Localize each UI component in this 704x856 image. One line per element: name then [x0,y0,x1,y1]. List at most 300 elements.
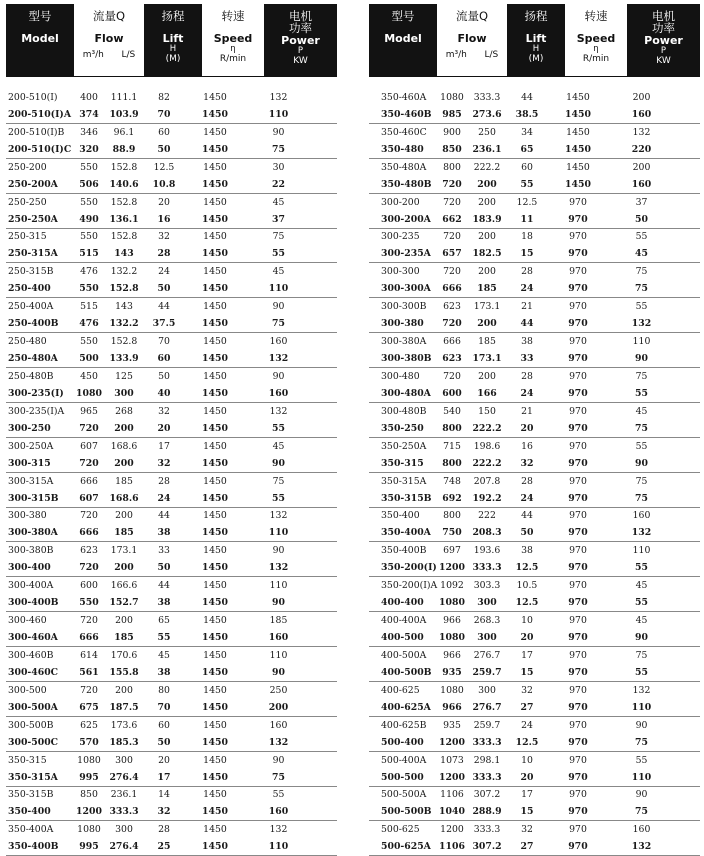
table-row [369,803,700,821]
table-header [369,4,700,77]
flow-m3h-cell: 720 [443,370,461,382]
flow-ls-cell: 333.3 [473,91,501,103]
lift-cell: 21 [521,405,533,417]
speed-cell: 970 [569,684,587,696]
flow-m3h-cell: 985 [442,108,462,120]
power-cell: 55 [635,301,648,313]
flow-m3h-cell: 1080 [76,387,102,399]
table-row [369,420,700,438]
lift-cell: 65 [158,615,170,627]
flow-ls-cell: 268 [115,405,133,417]
model-cell: 300-380 [381,318,424,330]
table-row [6,211,337,229]
flow-ls-cell: 200 [478,370,496,382]
speed-cell: 970 [569,231,587,243]
lift-cell: 60 [521,161,533,173]
model-cell: 300-315 [8,457,51,469]
lift-cell: 24 [520,387,534,399]
flow-m3h-cell: 1080 [440,91,464,103]
table-row [369,490,700,508]
lift-cell: 38 [157,527,171,539]
flow-ls-cell: 268.3 [473,615,501,627]
table-row [369,124,700,141]
lift-cell: 27 [520,701,534,713]
table-row [369,211,700,229]
model-cell: 300-380 [8,510,47,522]
model-cell: 300-200A [381,213,431,225]
lift-cell: 24 [157,492,171,504]
flow-ls-cell: 168.6 [110,440,138,452]
model-cell: 350-315A [8,771,58,783]
flow-m3h-cell: 614 [80,649,98,661]
flow-m3h-cell: 1200 [439,771,465,783]
power-cell: 160 [268,806,289,818]
power-cell: 160 [632,824,651,836]
speed-cell: 970 [568,527,588,539]
model-cell: 250-315 [8,231,47,243]
flow-ls-cell: 300 [478,684,496,696]
speed-cell: 1450 [202,492,228,504]
flow-m3h-cell: 1080 [77,824,101,836]
model-cell: 400-625 [381,684,420,696]
flow-m3h-cell: 800 [443,510,461,522]
lift-cell: 12.5 [516,196,538,208]
table-row [6,89,337,106]
table-row [369,594,700,612]
lift-cell: 34 [521,126,533,138]
table-row [6,821,337,838]
flow-m3h-cell: 966 [443,649,461,661]
flow-m3h-cell: 720 [80,510,98,522]
model-cell: 350-460A [381,91,427,103]
table-row [6,368,337,385]
flow-ls-cell: 222.2 [472,422,502,434]
lift-cell: 38 [521,336,533,348]
flow-ls-cell: 187.5 [109,701,139,713]
flow-ls-cell: 132.2 [109,318,139,330]
speed-cell: 1450 [202,108,228,120]
table-row [6,176,337,194]
table-row [6,717,337,734]
speed-cell: 1450 [565,143,591,155]
flow-ls-cell: 288.9 [472,806,502,818]
table-row [6,524,337,542]
flow-m3h-cell: 570 [79,736,99,748]
speed-cell: 970 [569,719,587,731]
flow-ls-cell: 125 [115,370,133,382]
flow-ls-cell: 155.8 [109,666,139,678]
lift-cell: 14 [158,789,170,801]
power-cell: 55 [272,248,285,260]
header-lift: 扬程 Lift H (M) [144,4,202,76]
table-row [369,542,700,559]
power-cell: 30 [272,161,285,173]
lift-cell: 17 [521,649,533,661]
lift-cell: 20 [520,422,534,434]
table-row [369,821,700,838]
lift-cell: 18 [521,231,533,243]
power-cell: 55 [635,666,648,678]
model-cell: 350-315 [8,754,47,766]
power-cell: 160 [631,108,652,120]
power-cell: 45 [272,440,285,452]
power-cell: 132 [269,91,288,103]
speed-cell: 970 [569,649,587,661]
model-cell: 500-400A [381,754,427,766]
header-speed: 转速 Speed η R/min [202,4,264,76]
flow-ls-cell: 333.3 [472,736,502,748]
model-cell: 250-200A [8,178,58,190]
power-cell: 75 [635,283,648,295]
speed-cell: 1450 [203,510,227,522]
power-cell: 75 [635,422,648,434]
power-cell: 55 [272,492,285,504]
power-cell: 75 [272,318,285,330]
power-cell: 90 [635,353,648,365]
flow-ls-cell: 259.7 [472,666,502,678]
speed-cell: 1450 [203,824,227,836]
flow-m3h-cell: 720 [79,457,99,469]
flow-m3h-cell: 850 [442,143,462,155]
power-cell: 22 [272,178,285,190]
power-cell: 132 [632,126,651,138]
lift-cell: 44 [158,510,170,522]
flow-m3h-cell: 561 [79,666,99,678]
table-row [369,717,700,734]
model-cell: 400-500A [381,649,427,661]
flow-ls-cell: 152.8 [110,336,138,348]
speed-cell: 1450 [203,475,227,487]
table-row [6,699,337,717]
lift-cell: 27 [520,841,534,853]
table-row [6,612,337,629]
power-cell: 90 [635,632,648,644]
lift-cell: 32 [157,457,171,469]
model-cell: 250-315A [8,248,58,260]
power-cell: 160 [632,510,651,522]
speed-cell: 1450 [203,196,227,208]
lift-cell: 50 [158,370,170,382]
speed-cell: 1450 [202,597,228,609]
model-cell: 350-460B [381,108,432,120]
model-cell: 350-480A [381,161,427,173]
flow-m3h-cell: 500 [79,353,99,365]
speed-cell: 1450 [202,457,228,469]
lift-cell: 21 [521,301,533,313]
speed-cell: 1450 [203,754,227,766]
table-row [369,385,700,403]
model-cell: 400-400A [381,615,427,627]
flow-m3h-cell: 720 [443,266,461,278]
lift-cell: 12.5 [515,736,539,748]
model-cell: 200-510(I)C [8,143,72,155]
table-row [6,559,337,577]
model-cell: 350-480B [381,178,432,190]
model-cell: 350-400A [8,824,54,836]
flow-m3h-cell: 550 [80,231,98,243]
flow-m3h-cell: 666 [442,283,462,295]
lift-cell: 50 [157,736,171,748]
flow-ls-cell: 143 [114,248,134,260]
speed-cell: 1450 [202,283,228,295]
table-row [369,89,700,106]
table-row [369,280,700,298]
flow-ls-cell: 236.1 [472,143,502,155]
power-cell: 55 [635,231,648,243]
speed-cell: 1450 [203,649,227,661]
speed-cell: 970 [568,597,588,609]
lift-cell: 70 [157,108,171,120]
power-cell: 55 [272,422,285,434]
speed-cell: 1450 [202,213,228,225]
power-cell: 90 [635,457,648,469]
model-cell: 200-510(I)B [8,126,65,138]
power-cell: 110 [632,336,651,348]
lift-cell: 24 [520,283,534,295]
model-cell: 350-200(I) [381,562,437,574]
model-cell: 350-400B [8,841,59,853]
model-cell: 300-480A [381,387,431,399]
speed-cell: 970 [568,701,588,713]
flow-m3h-cell: 1200 [76,806,102,818]
speed-cell: 1450 [565,178,591,190]
power-cell: 45 [635,615,648,627]
power-cell: 90 [272,126,285,138]
flow-m3h-cell: 1073 [440,754,464,766]
table-row [6,594,337,612]
speed-cell: 1450 [203,161,227,173]
flow-m3h-cell: 550 [80,336,98,348]
flow-ls-cell: 166 [477,387,497,399]
table-row [369,315,700,333]
lift-cell: 20 [520,632,534,644]
flow-ls-cell: 300 [115,754,133,766]
power-cell: 55 [635,562,648,574]
lift-cell: 17 [521,789,533,801]
speed-cell: 1450 [202,562,228,574]
header-power: 电机 功率 Power P KW [627,4,700,76]
power-cell: 75 [272,143,285,155]
table-row [6,403,337,420]
flow-m3h-cell: 720 [79,562,99,574]
lift-cell: 24 [520,492,534,504]
flow-ls-cell: 168.6 [109,492,139,504]
speed-cell: 1450 [202,736,228,748]
lift-cell: 55 [157,632,171,644]
model-cell: 300-400A [8,580,54,592]
lift-cell: 10 [521,754,533,766]
table-row [369,508,700,525]
flow-ls-cell: 185 [477,283,497,295]
table-row [369,769,700,787]
power-cell: 90 [272,545,285,557]
flow-m3h-cell: 540 [443,405,461,417]
model-cell: 300-500C [8,736,59,748]
flow-ls-cell: 198.6 [473,440,501,452]
power-cell: 90 [272,370,285,382]
power-cell: 90 [272,597,285,609]
model-cell: 300-235A [381,248,431,260]
flow-m3h-cell: 666 [443,336,461,348]
table-row [6,245,337,263]
model-cell: 250-400A [8,301,54,313]
power-cell: 160 [268,632,289,644]
model-cell: 500-400 [381,736,424,748]
flow-m3h-cell: 506 [79,178,99,190]
model-cell: 200-510(I) [8,91,58,103]
power-cell: 45 [635,248,648,260]
flow-m3h-cell: 550 [80,196,98,208]
power-cell: 200 [268,701,289,713]
flow-ls-cell: 300 [114,387,134,399]
lift-cell: 50 [157,562,171,574]
power-cell: 110 [269,649,288,661]
power-cell: 110 [269,580,288,592]
speed-cell: 1450 [203,301,227,313]
flow-m3h-cell: 600 [442,387,462,399]
model-cell: 350-250A [381,440,427,452]
flow-ls-cell: 276.4 [109,771,139,783]
speed-cell: 970 [569,405,587,417]
power-cell: 75 [635,475,648,487]
power-cell: 45 [272,196,285,208]
speed-cell: 970 [569,301,587,313]
flow-ls-cell: 298.1 [473,754,501,766]
flow-ls-cell: 300 [477,632,497,644]
table-row [369,176,700,194]
flow-ls-cell: 133.9 [109,353,139,365]
table-row [6,455,337,473]
table-row [369,106,700,124]
flow-m3h-cell: 515 [80,301,98,313]
speed-cell: 970 [568,666,588,678]
power-cell: 132 [632,684,651,696]
flow-ls-cell: 152.8 [109,283,139,295]
model-cell: 500-500 [381,771,424,783]
flow-ls-cell: 88.9 [112,143,136,155]
table-row [6,229,337,246]
model-cell: 400-400 [381,597,424,609]
model-cell: 250-400B [8,318,59,330]
table-row [6,647,337,664]
flow-ls-cell: 208.3 [472,527,502,539]
lift-cell: 20 [158,754,170,766]
flow-m3h-cell: 715 [443,440,461,452]
model-cell: 350-200(I)A [381,580,438,592]
model-cell: 300-480 [381,370,420,382]
lift-cell: 17 [157,771,171,783]
table-row [369,787,700,804]
power-cell: 132 [631,318,652,330]
flow-ls-cell: 170.6 [110,649,138,661]
model-cell: 300-300A [381,283,431,295]
model-cell: 300-460 [8,615,47,627]
table-row [6,734,337,752]
model-cell: 250-250 [8,196,47,208]
flow-m3h-cell: 550 [79,597,99,609]
power-cell: 110 [631,701,652,713]
speed-cell: 1450 [203,336,227,348]
flow-ls-cell: 103.9 [109,108,139,120]
lift-cell: 17 [158,440,170,452]
power-cell: 132 [631,527,652,539]
flow-ls-cell: 166.6 [110,580,138,592]
model-cell: 350-480 [381,143,424,155]
power-cell: 37 [272,213,285,225]
model-cell: 250-480A [8,353,58,365]
model-cell: 300-380B [381,353,432,365]
flow-m3h-cell: 966 [442,701,462,713]
flow-ls-cell: 250 [478,126,496,138]
flow-m3h-cell: 995 [79,841,99,853]
speed-cell: 1450 [202,143,228,155]
flow-ls-cell: 185 [114,527,134,539]
speed-cell: 1450 [203,231,227,243]
flow-ls-cell: 200 [115,510,133,522]
flow-m3h-cell: 400 [80,91,98,103]
model-cell: 250-200 [8,161,47,173]
table-row [6,769,337,787]
table-body [369,89,700,856]
model-cell: 300-235(I)A [8,405,65,417]
speed-cell: 970 [569,754,587,766]
flow-m3h-cell: 720 [80,684,98,696]
flow-ls-cell: 200 [478,231,496,243]
power-cell: 90 [635,719,648,731]
flow-m3h-cell: 1200 [439,736,465,748]
lift-cell: 28 [521,370,533,382]
flow-ls-cell: 111.1 [110,91,138,103]
speed-cell: 1450 [202,318,228,330]
model-cell: 400-625B [381,719,427,731]
speed-cell: 970 [569,510,587,522]
model-cell: 300-500A [8,701,58,713]
model-cell: 400-500B [381,666,432,678]
lift-cell: 70 [158,336,170,348]
table-row [369,368,700,385]
flow-ls-cell: 185 [115,475,133,487]
table-row [6,263,337,280]
header-flow: 流量Q Flow m³/h L/S [74,4,144,76]
speed-cell: 970 [569,789,587,801]
flow-m3h-cell: 720 [443,196,461,208]
speed-cell: 970 [568,841,588,853]
speed-cell: 970 [568,736,588,748]
flow-m3h-cell: 935 [442,666,462,678]
model-cell: 300-250A [8,440,54,452]
model-cell: 300-250 [8,422,51,434]
flow-m3h-cell: 750 [442,527,462,539]
flow-m3h-cell: 1080 [439,632,465,644]
speed-cell: 970 [568,492,588,504]
power-cell: 55 [635,597,648,609]
flow-ls-cell: 182.5 [472,248,502,260]
flow-ls-cell: 185 [478,336,496,348]
table-row [369,194,700,211]
model-cell: 300-400B [8,597,59,609]
flow-m3h-cell: 600 [80,580,98,592]
flow-ls-cell: 193.6 [473,545,501,557]
flow-m3h-cell: 490 [79,213,99,225]
flow-ls-cell: 173.1 [472,353,502,365]
model-cell: 400-625A [381,701,431,713]
model-cell: 250-480 [8,336,47,348]
table-row [6,194,337,211]
lift-cell: 44 [521,510,533,522]
power-cell: 132 [631,841,652,853]
flow-ls-cell: 192.2 [472,492,502,504]
speed-cell: 1450 [203,789,227,801]
